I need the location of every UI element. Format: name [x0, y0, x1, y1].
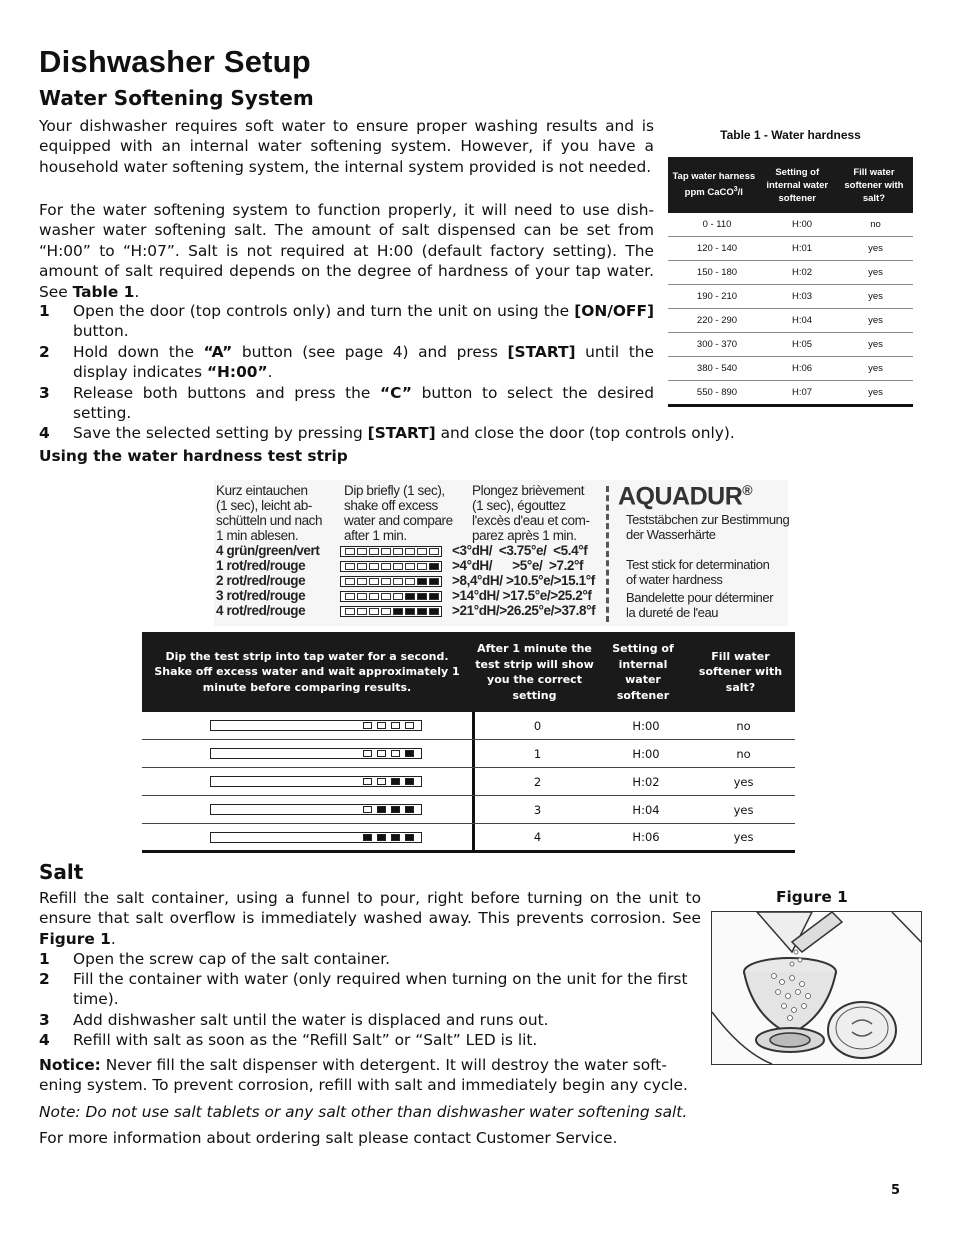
table2-row [142, 768, 795, 796]
test-strip [210, 748, 422, 759]
table2-row [142, 712, 795, 740]
aquadur-description-fr: Bandelette pour déterminer la dureté de l'eau [626, 590, 774, 620]
figure-salt-funnel [711, 911, 922, 1065]
page-number: 5 [891, 1183, 901, 1198]
aquadur-level-value: >14°dH/ >17.5°e/>25.2°f [452, 588, 592, 603]
salt-step-2: 2 Fill the container with water (only required when turning on the unit for the first time). [39, 970, 688, 1009]
table2-cell-salt: no [736, 718, 751, 733]
table2-cell-strip [142, 768, 475, 795]
page-title: Dishwasher Setup [39, 44, 311, 79]
table1-cell-setting: H:05 [791, 339, 813, 350]
table1-cell-hardness: 300 - 370 [696, 339, 738, 350]
aquadur-level-value: <3°dH/ <3.75°e/ <5.4°f [452, 543, 588, 558]
table1-cell-hardness: 550 - 890 [696, 387, 738, 398]
aquadur-level-label: 1 rot/red/rouge [216, 558, 306, 573]
table2-cell-value: 4 [533, 830, 542, 844]
table1-cell-hardness: 380 - 540 [696, 363, 738, 374]
table2-row [142, 824, 795, 853]
section-heading-salt: Salt [39, 860, 84, 884]
table2-header-salt: Fill water softener with salt? [698, 649, 783, 694]
table1-cell-setting: H:02 [791, 267, 813, 278]
table1-cell-setting: H:00 [791, 219, 813, 230]
notice-paragraph: Notice: Never fill the salt dispenser with detergent. It will destroy the water soft-ening system. To prevent corrosion, refill with salt and immediately begin any cycle. [39, 1056, 688, 1095]
salt-step-4: 4 Refill with salt as soon as the “Refill Salt” or “Salt” LED is lit. [39, 1031, 538, 1049]
figure-caption: Figure 1 [776, 888, 848, 906]
aquadur-description: Teststäbchen zur Bestimmung der Wasserhärte Test stick for determination of water hardness [626, 512, 790, 587]
table1-cell-salt: no [870, 219, 881, 230]
table2-cell-salt: yes [733, 774, 754, 789]
table2-row [142, 740, 795, 768]
aquadur-divider [606, 486, 609, 622]
table1-row [668, 237, 913, 261]
table2-cell-value: 0 [533, 718, 542, 733]
table2-cell-setting: H:02 [632, 774, 660, 789]
section-heading-water-softening: Water Softening System [39, 86, 314, 110]
table1-header [668, 157, 913, 213]
table1-cell-salt: yes [868, 267, 883, 278]
table1-cell-hardness: 220 - 290 [696, 315, 738, 326]
table1-header-hardness: Tap water harness ppm CaCO$^3$/l [672, 171, 756, 199]
table2-header [142, 632, 795, 712]
table1-cell-hardness: 0 - 110 [702, 219, 732, 230]
table1-header-setting: Setting of internal water softener [766, 166, 829, 204]
table1-cell-salt: yes [868, 291, 883, 302]
salt-setting-paragraph: For the water softening system to function properly, it will need to use dish-washer water softening salt. The amount of salt dispensed can be set from “H:00” to “H:07”. Salt is not required at H:00 (default factory setting). The amount of salt required depends on the degree of hardness of your tap water. See Table 1. [39, 201, 654, 301]
salt-step-3: 3 Add dishwasher salt until the water is displaced and runs out. [39, 1011, 549, 1029]
aquadur-level-label: 3 rot/red/rouge [216, 588, 306, 603]
table2-cell-salt: yes [733, 830, 754, 844]
table1-row [668, 213, 913, 237]
table2-cell-value: 1 [533, 746, 542, 761]
table1-cell-setting: H:07 [791, 387, 813, 398]
salt-paragraph: Refill the salt container, using a funnel to pour, right before turning on the unit to ensure that salt overflow is immediately washed away. This prevents corrosion. See Figure 1. [39, 889, 701, 948]
test-strip [210, 776, 422, 787]
table1-cell-setting: H:06 [791, 363, 813, 374]
table1-cell-salt: yes [868, 339, 883, 350]
table1-cell-hardness: 190 - 210 [696, 291, 738, 302]
salt-note: Note: Do not use salt tablets or any salt other than dishwasher water softening salt. [39, 1103, 688, 1121]
step-1: 1 Open the door (top controls only) and turn the unit on using the [ON/OFF] button. [39, 302, 654, 341]
step-2: 2 Hold down the “A” button (see page 4) and press [START] until the display indicates “H:00”. [39, 343, 655, 382]
table1-cell-salt: yes [868, 243, 883, 254]
table2-cell-setting: H:04 [632, 802, 660, 817]
table1-cell-setting: H:01 [791, 243, 813, 254]
aquadur-instructions-fr: Plongez brièvement (1 sec), égouttez l'excès d'eau et com- parez après 1 min. [472, 483, 590, 543]
table1-cell-salt: yes [868, 315, 883, 326]
table1-row [668, 381, 913, 407]
aquadur-level-label: 4 rot/red/rouge [216, 603, 306, 618]
table2-cell-strip [142, 824, 475, 850]
table1-cell-setting: H:03 [791, 291, 813, 302]
table2-cell-setting: H:06 [632, 830, 660, 844]
aquadur-level-value: >4°dH/ >5°e/ >7.2°f [452, 558, 584, 573]
table2-header-result: After 1 minute the test strip will show you the correct setting [475, 642, 594, 702]
table2-cell-setting: H:00 [632, 746, 660, 761]
aquadur-instructions-en: Dip briefly (1 sec), shake off excess water and compare after 1 min. [344, 483, 453, 543]
aquadur-strip [340, 606, 442, 617]
table1-row [668, 333, 913, 357]
test-strip [210, 720, 422, 731]
aquadur-level-label: 2 rot/red/rouge [216, 573, 306, 588]
table2-cell-strip [142, 740, 475, 767]
table2-cell-setting: H:00 [632, 718, 660, 733]
table1-header-salt: Fill water softener with salt? [844, 166, 904, 204]
table2-cell-salt: yes [733, 802, 754, 817]
table2-row [142, 796, 795, 824]
aquadur-test-strip-image [214, 480, 788, 626]
step-3: 3 Release both buttons and press the “C” button to select the desired setting. [39, 384, 654, 423]
table1-cell-salt: yes [868, 387, 883, 398]
table2-cell-strip [142, 796, 475, 823]
aquadur-level-value: >8,4°dH/ >10.5°e/>15.1°f [452, 573, 595, 588]
table1-cell-hardness: 150 - 180 [696, 267, 738, 278]
intro-paragraph: Your dishwasher requires soft water to ensure proper washing results and is equipped with an internal water softening system. However, if you have a household water softening system, the internal system provided is not needed. [39, 117, 654, 176]
test-strip-table [142, 632, 795, 853]
aquadur-brand: AQUADUR® [618, 482, 753, 511]
table1-row [668, 309, 913, 333]
aquadur-strip [340, 576, 442, 587]
aquadur-strip [340, 591, 442, 602]
table1-cell-setting: H:04 [791, 315, 813, 326]
water-hardness-table [668, 157, 913, 407]
step-4: 4 Save the selected setting by pressing [START] and close the door (top controls only). [39, 424, 735, 442]
contact-paragraph: For more information about ordering salt please contact Customer Service. [39, 1129, 618, 1147]
table1-title: Table 1 - Water hardness [720, 128, 861, 142]
aquadur-instructions-de: Kurz eintauchen (1 sec), leicht ab- schütteln und nach 1 min ablesen. [216, 483, 323, 543]
table1-cell-salt: yes [868, 363, 883, 374]
test-strip [210, 832, 422, 843]
table1-row [668, 261, 913, 285]
table1-row [668, 285, 913, 309]
salt-funnel-illustration [712, 912, 921, 1064]
aquadur-level-label: 4 grün/green/vert [216, 543, 320, 558]
table1-cell-hardness: 120 - 140 [696, 243, 738, 254]
table2-cell-value: 3 [533, 802, 542, 817]
table1-row [668, 357, 913, 381]
test-strip [210, 804, 422, 815]
aquadur-strip [340, 546, 442, 557]
salt-step-1: 1 Open the screw cap of the salt container. [39, 950, 391, 968]
aquadur-strip [340, 561, 442, 572]
aquadur-level-value: >21°dH/>26.25°e/>37.8°f [452, 603, 596, 618]
table2-cell-value: 2 [533, 774, 542, 789]
table2-header-setting: Setting of internal water softener [612, 642, 674, 702]
table2-cell-salt: no [736, 746, 751, 761]
table2-cell-strip [142, 712, 475, 739]
subheading-test-strip: Using the water hardness test strip [39, 447, 348, 465]
table2-header-dip: Dip the test strip into tap water for a second. Shake off excess water and wait approximately 1 minute before comparing results. [154, 649, 460, 694]
